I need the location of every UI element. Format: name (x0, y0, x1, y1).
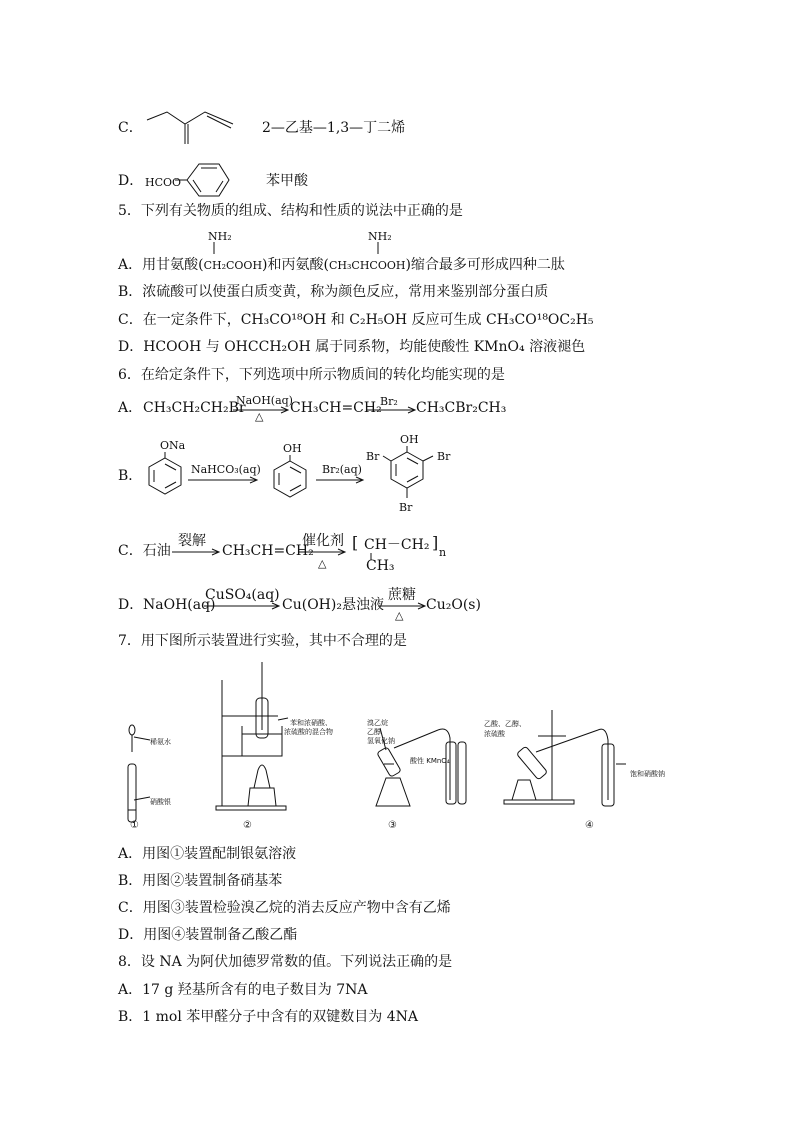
fig1-label-silver-nitrate: 硝酸银 (150, 798, 171, 806)
q6-d-product2: Cu₂O(s) (426, 597, 481, 613)
q6-c-cond2-heat: △ (318, 557, 327, 570)
fig3-label-3: 氢氧化钠 (367, 737, 395, 745)
q6-d-reactant: NaOH(aq) (143, 597, 216, 613)
fig-number-1: ① (130, 820, 139, 831)
option-c-structure (145, 104, 245, 148)
q6-c-letter: C．石油 (118, 543, 171, 559)
q6-b-oh: OH (283, 442, 302, 455)
q5-bonds (210, 242, 410, 256)
fig2-apparatus (216, 662, 288, 810)
fig1-apparatus (128, 725, 150, 822)
arrow-icon (204, 602, 282, 610)
q6-stem: 6．在给定条件下，下列选项中所示物质间的转化均能实现的是 (118, 367, 505, 383)
fig-number-2: ② (243, 820, 252, 831)
q6-d-product1: Cu(OH)₂悬浊液 (282, 597, 384, 613)
arrow-icon (188, 476, 260, 484)
q6-b-br-bottom: Br (399, 501, 413, 514)
q6-c-product1: CH₃CH=CH₂ (222, 543, 314, 559)
q6-a-cond2: Br₂ (380, 395, 398, 408)
option-c-letter: C． (118, 120, 143, 136)
q6-a-letter: A． (118, 400, 143, 416)
apparatus-figure (118, 660, 678, 835)
q6-a-reactant1: CH₃CH₂CH₂Br (143, 400, 246, 416)
fig4-label-2: 浓硫酸 (484, 730, 505, 738)
fig4-label-1: 乙酸、乙醇、 (484, 720, 526, 728)
q5-stem: 5．下列有关物质的组成、结构和性质的说法中正确的是 (118, 203, 463, 219)
fig4-label-3: 饱和硝酸钠 (630, 770, 665, 778)
q6-a-cond1-heat: △ (255, 410, 264, 423)
q6-c-polymer: CH－CH₂ (364, 537, 430, 553)
q6-d-cond2: 蔗糖 (388, 587, 416, 603)
q6-b-ona: ONa (160, 439, 186, 452)
q7-option-b: B．用图②装置制备硝基苯 (118, 873, 283, 889)
option-d-name: 苯甲酸 (266, 173, 308, 189)
q6-a-product2: CH₃CBr₂CH₃ (416, 400, 507, 416)
q5-option-b: B．浓硫酸可以使蛋白质变黄，称为颜色反应，常用来鉴别部分蛋白质 (118, 284, 549, 300)
q6-b-cond2: Br₂(aq) (322, 463, 362, 476)
q6-c-bracket-right: ] (432, 533, 439, 552)
option-c-name: 2—乙基—1,3—丁二烯 (262, 120, 406, 136)
q6-d-cond1: CuSO₄(aq) (205, 587, 280, 603)
option-d-group: HCOO (145, 176, 182, 189)
fig-number-4: ④ (585, 820, 594, 831)
q6-a-cond1: NaOH(aq) (236, 394, 293, 407)
q6-a-product1: CH₃CH=CH₂ (290, 400, 382, 416)
tribromophenol-ring-icon (383, 446, 443, 502)
q8-option-b: B．1 mol 苯甲醛分子中含有的双键数目为 4NA (118, 1009, 418, 1025)
q6-b-br-right: Br (437, 450, 451, 463)
q7-option-c: C．用图③装置检验溴乙烷的消去反应产物中含有乙烯 (118, 900, 451, 916)
q7-option-d: D．用图④装置制备乙酸乙酯 (118, 927, 298, 943)
phenol-ring-icon (270, 455, 310, 499)
q7-option-a: A．用图①装置配制银氨溶液 (118, 846, 297, 862)
q8-stem: 8．设 NA 为阿伏加德罗常数的值。下列说法正确的是 (118, 954, 453, 970)
arrow-icon (366, 406, 418, 414)
fig3-label-2: 乙醇 (367, 728, 381, 736)
option-d-letter: D． (118, 173, 144, 189)
q8-option-a: A．17 g 羟基所含有的电子数目为 7NA (118, 982, 368, 998)
fig2-label-1: 苯和浓硝酸、 (290, 719, 332, 727)
fig-number-3: ③ (388, 820, 397, 831)
q6-b-letter: B． (118, 468, 143, 484)
q6-b-br-left: Br (366, 450, 380, 463)
q6-b-oh2: OH (400, 433, 419, 446)
arrow-icon (316, 476, 366, 484)
arrow-icon (172, 548, 222, 556)
q6-d-cond2-heat: △ (395, 609, 404, 622)
q6-c-ch3: CH₃ (366, 558, 395, 574)
sodium-phenoxide-ring-icon (145, 452, 185, 496)
fig2-label-2: 浓硫酸的混合物 (284, 728, 333, 736)
q5-nh2-gly: NH₂ (208, 230, 232, 243)
fig3-label-1: 溴乙烷 (367, 719, 388, 727)
fig1-label-ammonia: 稀氨水 (150, 738, 171, 746)
q5-option-c: C．在一定条件下，CH₃CO¹⁸OH 和 C₂H₅OH 反应可生成 CH₃CO¹⁸OC₂H₅ (118, 312, 594, 328)
q5-nh2-ala: NH₂ (368, 230, 392, 243)
q6-c-cond2: 催化剂 (302, 533, 344, 549)
q5-option-a: A．用甘氨酸(CH₂COOH)和丙氨酸(CH₃CHCOOH)缩合最多可形成四种二肽 (118, 257, 565, 273)
fig3-label-4: 酸性 KMnO₄ (410, 757, 450, 765)
benzene-ring-icon (175, 160, 235, 200)
q7-stem: 7．用下图所示装置进行实验，其中不合理的是 (118, 633, 407, 649)
q6-c-bracket-left: [ (352, 533, 359, 552)
q6-d-letter: D． (118, 597, 144, 613)
q6-c-n: n (439, 546, 447, 559)
q6-b-cond1: NaHCO₃(aq) (191, 463, 261, 476)
q5-option-d: D．HCOOH 与 OHCCH₂OH 属于同系物，均能使酸性 KMnO₄ 溶液褪色 (118, 339, 586, 355)
q6-c-cond1: 裂解 (178, 533, 206, 549)
